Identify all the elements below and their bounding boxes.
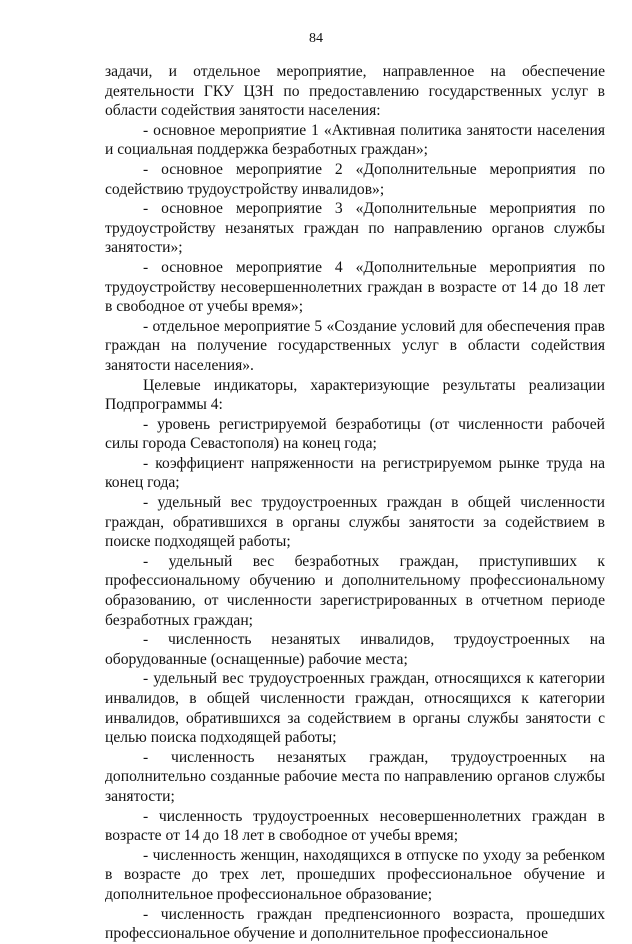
indicator-item: - коэффициент напряженности на регистрируемом рынке труда на конец года; bbox=[105, 454, 605, 492]
indicator-item: - численность женщин, находящихся в отпуске по уходу за ребенком в возрасте до трех лет, прошедших профессиональное обучение и дополнительное профессиональное образование; bbox=[105, 846, 605, 903]
measure-2-item: - основное мероприятие 2 «Дополнительные мероприятия по содействию трудоустройству инвалидов»; bbox=[105, 160, 605, 198]
indicator-item: - удельный вес трудоустроенных граждан в общей численности граждан, обратившихся в органы службы занятости за содействием в поиске подходящей работы; bbox=[105, 494, 605, 551]
intro-paragraph: задачи, и отдельное мероприятие, направленное на обеспечение деятельности ГКУ ЦЗН по предоставлению государственных услуг в области содействия занятости населения: bbox=[105, 63, 605, 120]
document-body bbox=[105, 62, 605, 944]
indicators-heading-paragraph: Целевые индикаторы, характеризующие результаты реализации Подпрограммы 4: bbox=[105, 376, 605, 414]
indicator-item: - удельный вес безработных граждан, приступивших к профессиональному обучению и дополнительному профессиональному образованию, от численности зарегистрированных в отчетном периоде безработных граждан; bbox=[105, 552, 605, 629]
indicator-item: - удельный вес трудоустроенных граждан, относящихся к категории инвалидов, в общей численности граждан, относящихся к категории инвалидов, обратившихся за содействием в органы службы занятости с целью поиска подходящей работы; bbox=[105, 670, 605, 747]
indicator-item: - численность граждан предпенсионного возраста, прошедших профессиональное обучение и дополнительное профессиональное bbox=[105, 905, 605, 943]
measure-5-item: - отдельное мероприятие 5 «Создание условий для обеспечения прав граждан на получение государственных услуг в области содействия занятости населения». bbox=[105, 317, 605, 374]
page-number: 84 bbox=[309, 31, 323, 46]
indicator-item: - численность незанятых инвалидов, трудоустроенных на оборудованные (оснащенные) рабочие места; bbox=[105, 631, 605, 668]
indicator-item: - численность незанятых граждан, трудоустроенных на дополнительно созданные рабочие места по направлению органов службы занятости; bbox=[105, 748, 605, 805]
indicator-item: - уровень регистрируемой безработицы (от численности рабочей силы города Севастополя) на конец года; bbox=[105, 415, 605, 453]
measure-4-item: - основное мероприятие 4 «Дополнительные мероприятия по трудоустройству несовершеннолетних граждан в возрасте от 14 до 18 лет в свободное от учебы время»; bbox=[105, 258, 605, 316]
measure-3-item: - основное мероприятие 3 «Дополнительные мероприятия по трудоустройству незанятых граждан по направлению органов службы занятости»; bbox=[105, 200, 605, 257]
indicator-item: - численность трудоустроенных несовершеннолетних граждан в возрасте от 14 до 18 лет в свободное от учебы время; bbox=[105, 807, 605, 845]
measure-1-item: - основное мероприятие 1 «Активная политика занятости населения и социальная поддержка безработных граждан»; bbox=[105, 121, 605, 159]
